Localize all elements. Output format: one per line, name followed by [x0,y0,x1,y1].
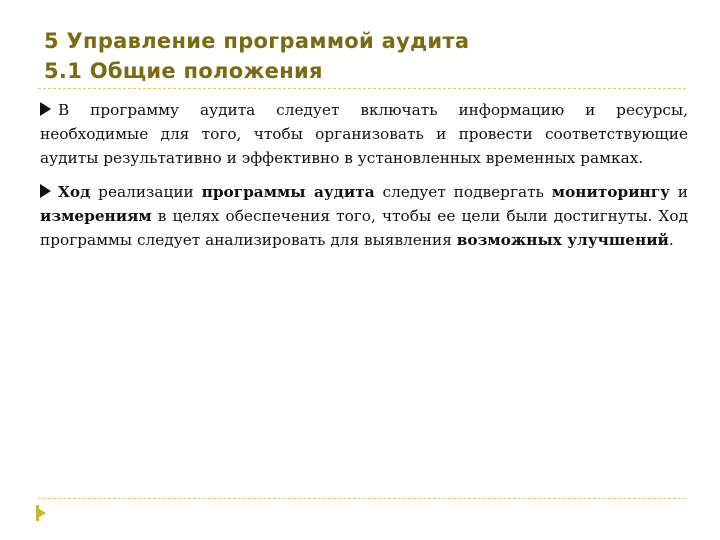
body-text: реализации [90,183,202,201]
emphasis-text: программы аудита [201,183,375,201]
body-text: в целях обеспечения того, чтобы ее цели были достигнуты. Ход программы следует анализировать для выявления [40,207,688,249]
paragraph-1-text: В программу аудита следует включать информацию и ресурсы, необходимые для того, чтобы организовать и провести соответствующие аудиты результативно и эффективно в установленных временных рамках. [40,101,688,167]
arrow-bullet-icon [40,102,51,116]
emphasis-text: Ход [58,183,91,201]
title-line-2: 5.1 Общие положения [44,59,323,83]
emphasis-text: мониторингу [551,183,670,201]
body-text: следует подвергать [374,183,552,201]
slide-body [40,98,688,262]
title-line-1: 5 Управление программой аудита [44,29,470,53]
body-text: . [668,231,674,249]
paragraph-2 [40,180,688,252]
emphasis-text: возможных улучшений [456,231,669,249]
bottom-divider [38,498,686,499]
arrow-bullet-icon [40,184,51,198]
body-text: и [669,183,688,201]
top-divider [38,88,686,89]
slide-title [44,26,684,86]
paragraph-1 [40,98,688,170]
emphasis-text: измерениям [40,207,152,225]
corner-triangle-icon [36,507,46,519]
